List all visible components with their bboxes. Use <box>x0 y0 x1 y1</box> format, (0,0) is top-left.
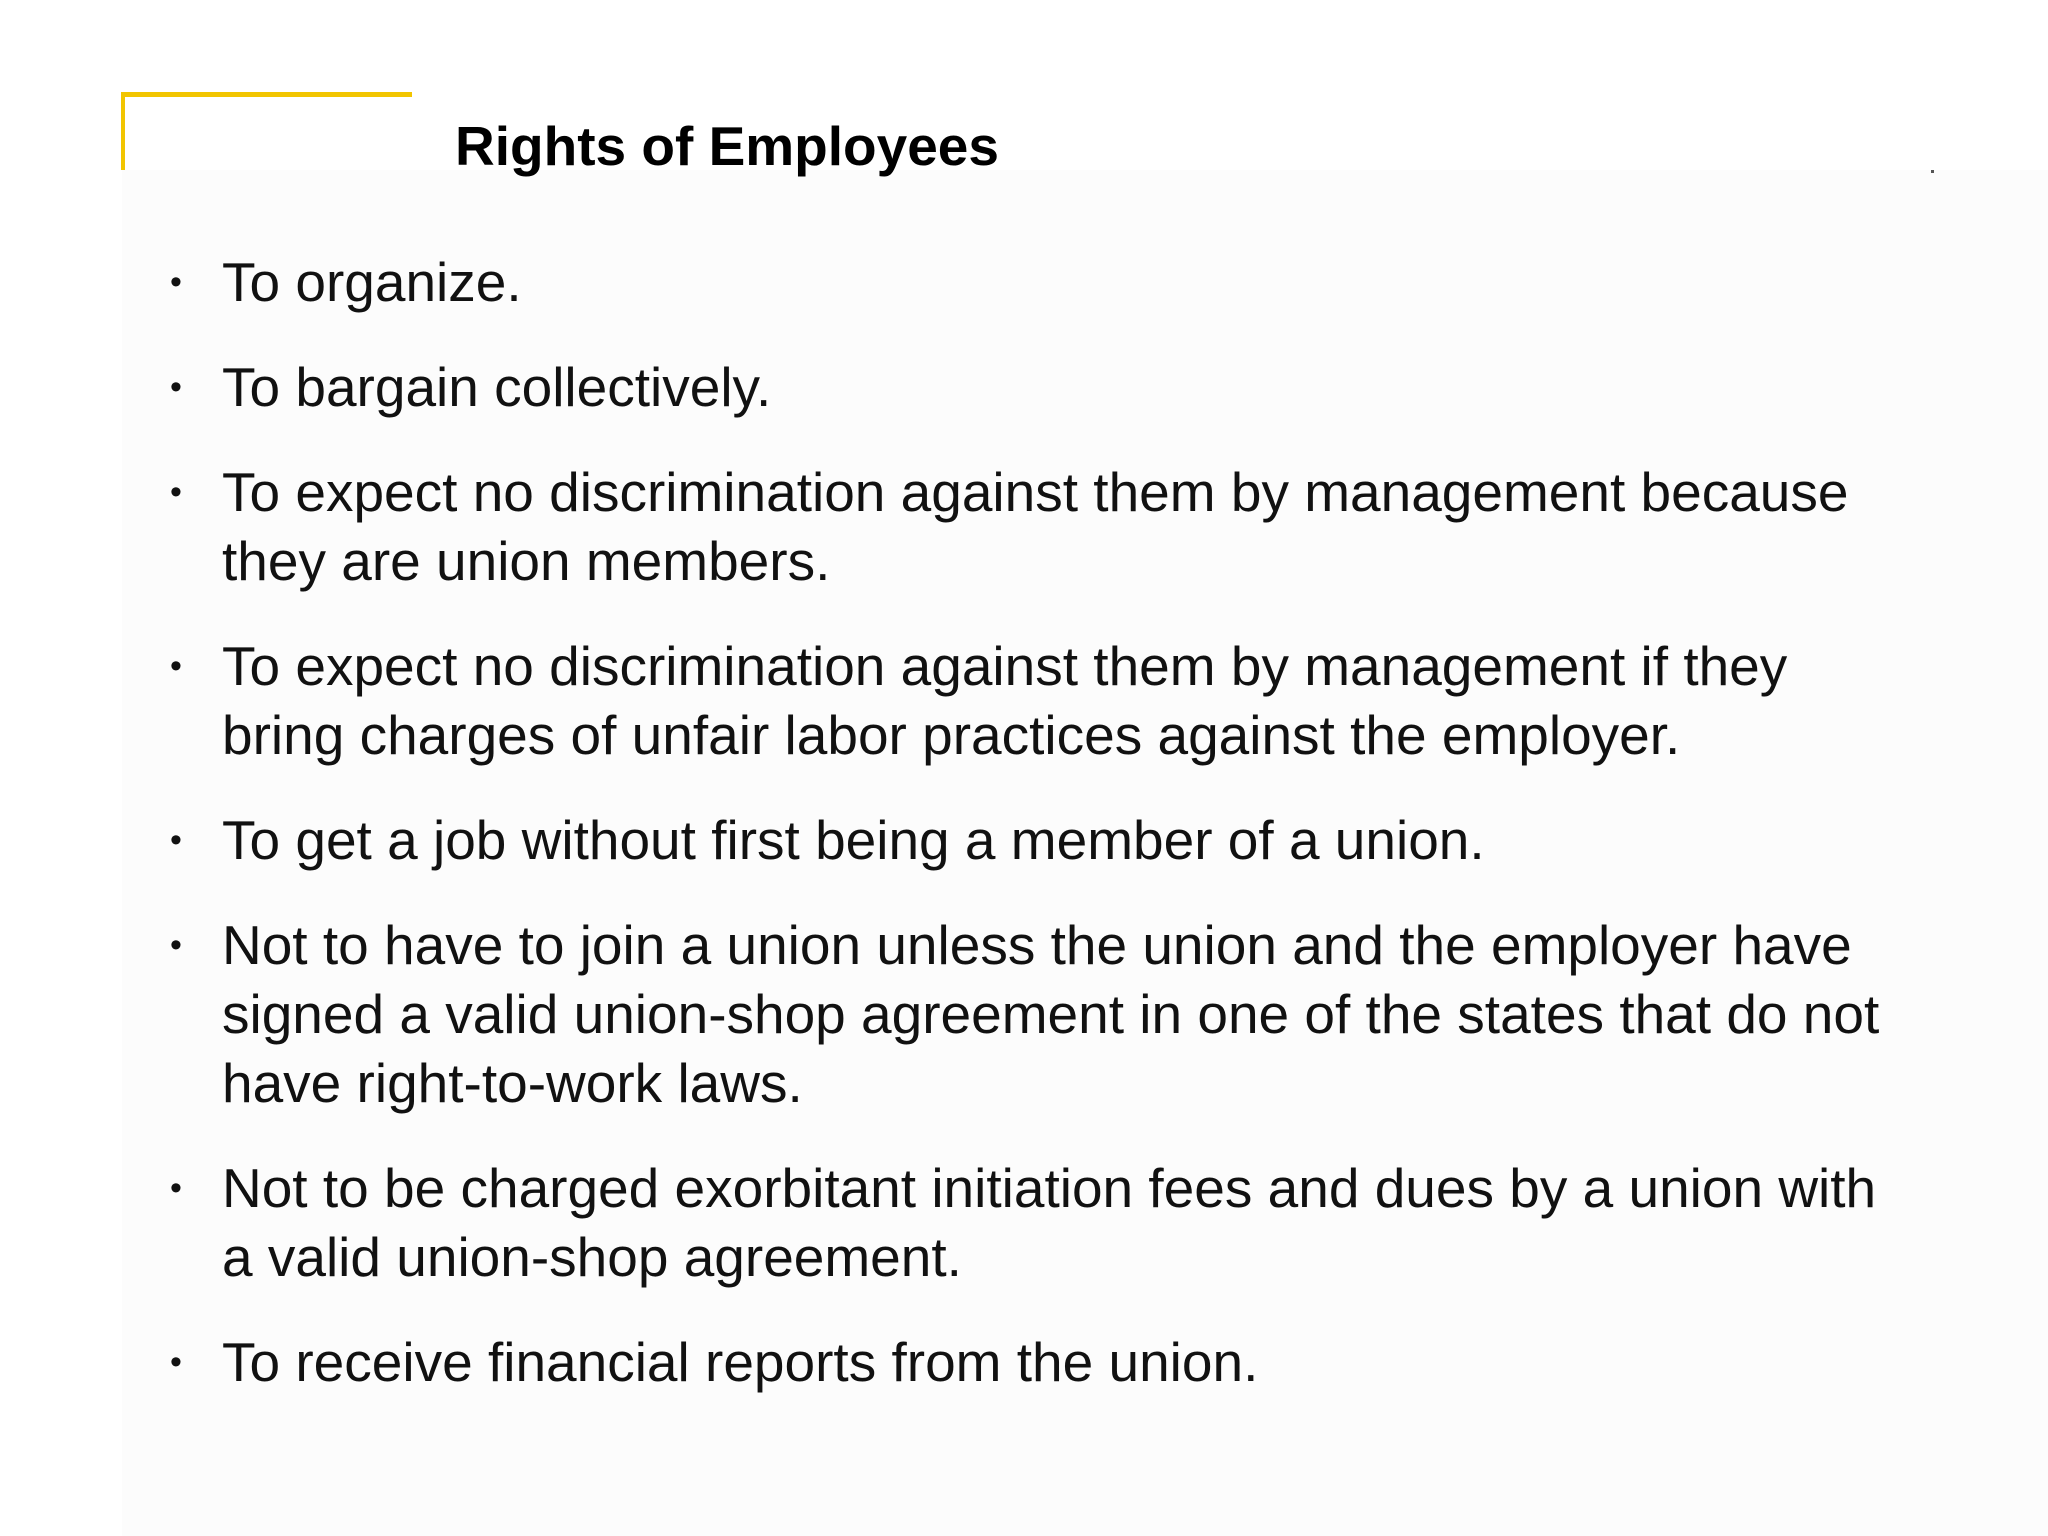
list-item-text: To bargain collectively. <box>222 356 772 418</box>
list-item-text: To expect no discrimination against them by management if they bring charges of unfair labor practices against the employer. <box>222 635 1788 766</box>
list-item <box>160 632 1920 770</box>
bullet-icon: • <box>170 368 182 406</box>
bullet-icon: • <box>170 1169 182 1207</box>
list-item <box>160 353 1920 422</box>
list-item <box>160 1328 1920 1397</box>
bullet-icon: • <box>170 263 182 301</box>
list-item-text: Not to be charged exorbitant initiation fees and dues by a union with a valid union-shop agreement. <box>222 1157 1877 1288</box>
list-item <box>160 458 1920 596</box>
bullet-icon: • <box>170 1343 182 1381</box>
accent-line-top <box>121 92 412 97</box>
list-item <box>160 911 1920 1118</box>
list-item-text: To organize. <box>222 251 522 313</box>
list-item <box>160 248 1920 317</box>
list-item <box>160 806 1920 875</box>
bullet-icon: • <box>170 821 182 859</box>
accent-line-left <box>121 92 125 170</box>
bullet-icon: • <box>170 647 182 685</box>
bullet-icon: • <box>170 926 182 964</box>
list-item-text: Not to have to join a union unless the union and the employer have signed a valid union-shop agreement in one of the states that do not have right-to-work laws. <box>222 914 1880 1114</box>
list-item-text: To expect no discrimination against them by management because they are union members. <box>222 461 1849 592</box>
list-item-text: To get a job without first being a member of a union. <box>222 809 1485 871</box>
bullet-list <box>160 248 1920 1433</box>
list-item <box>160 1154 1920 1292</box>
bullet-icon: • <box>170 473 182 511</box>
corner-mark <box>1931 170 1934 173</box>
slide-title: Rights of Employees <box>455 115 999 177</box>
list-item-text: To receive financial reports from the union. <box>222 1331 1259 1393</box>
